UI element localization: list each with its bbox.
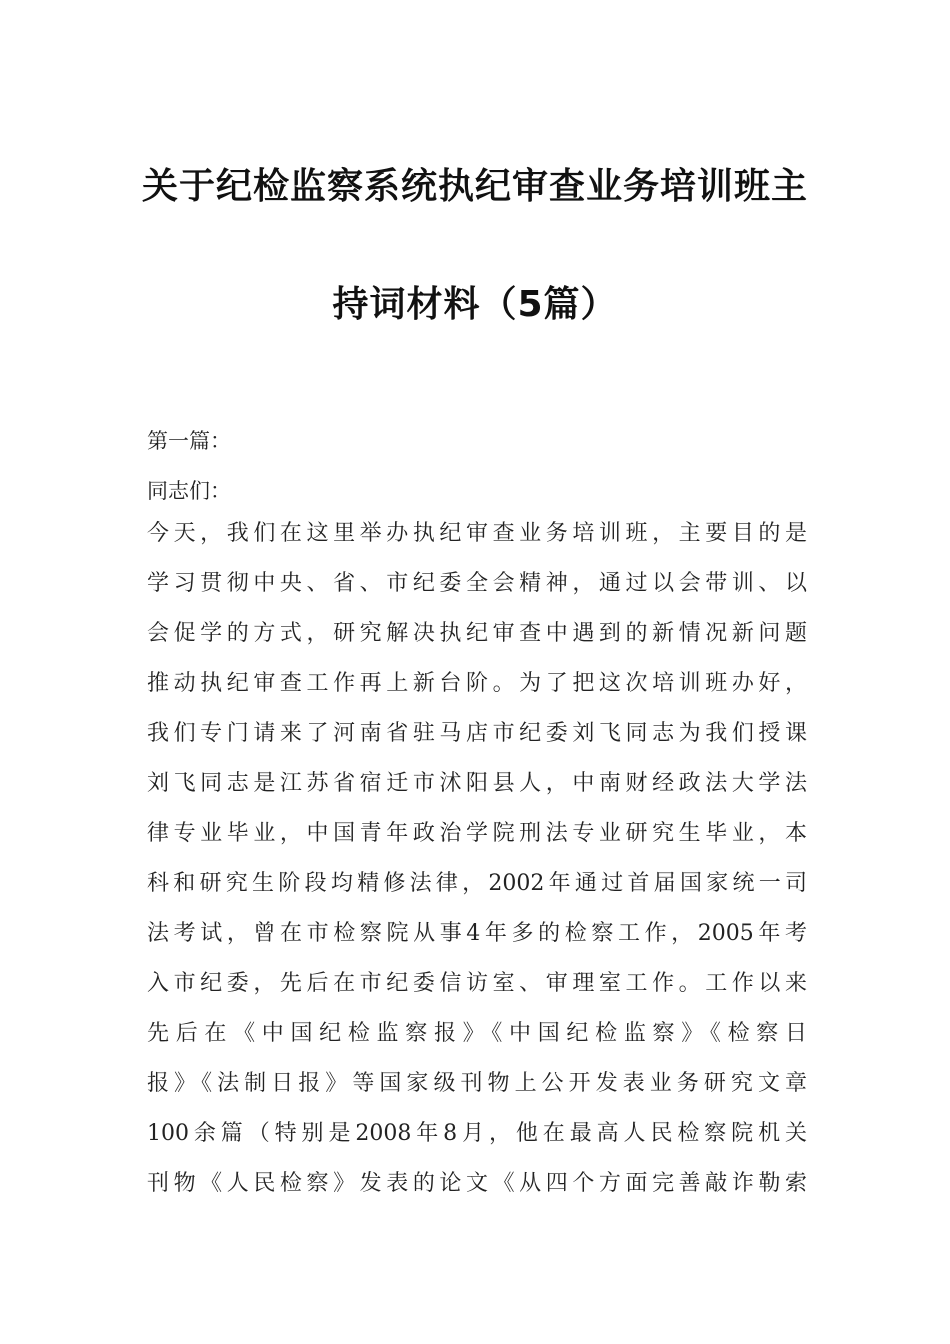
document-title-line-1: 关于纪检监察系统执纪审查业务培训班主 — [141, 166, 808, 207]
body-line: 我们专门请来了河南省驻马店市纪委刘飞同志为我们授课 — [147, 721, 807, 746]
salutation: 同志们： — [147, 479, 231, 503]
body-line: 推动执纪审查工作再上新台阶。为了把这次培训班办好， — [147, 671, 807, 696]
body-line: 入市纪委，先后在市纪委信访室、审理室工作。工作以来 — [147, 971, 807, 996]
body-line: 100余篇（特别是2008年8月，他在最高人民检察院机关 — [147, 1121, 807, 1146]
body-line: 律专业毕业，中国青年政治学院刑法专业研究生毕业，本 — [147, 821, 807, 846]
body-line: 会促学的方式，研究解决执纪审查中遇到的新情况新问题 — [147, 621, 807, 646]
body-line: 法考试，曾在市检察院从事4年多的检察工作，2005年考 — [147, 921, 807, 946]
body-line: 刘飞同志是江苏省宿迁市沭阳县人，中南财经政法大学法 — [147, 771, 807, 796]
body-line: 学习贯彻中央、省、市纪委全会精神，通过以会带训、以 — [147, 571, 807, 596]
document-title-line-2: 持词材料（5篇） — [332, 284, 618, 325]
body-line: 报》《法制日报》等国家级刊物上公开发表业务研究文章 — [147, 1071, 807, 1096]
body-line: 先后在《中国纪检监察报》《中国纪检监察》《检察日 — [147, 1021, 807, 1046]
body-line: 今天，我们在这里举办执纪审查业务培训班，主要目的是 — [147, 521, 807, 546]
body-line: 科和研究生阶段均精修法律，2002年通过首届国家统一司 — [147, 871, 807, 896]
body-line: 刊物《人民检察》发表的论文《从四个方面完善敲诈勒索 — [147, 1171, 807, 1196]
section-label: 第一篇： — [147, 429, 231, 453]
